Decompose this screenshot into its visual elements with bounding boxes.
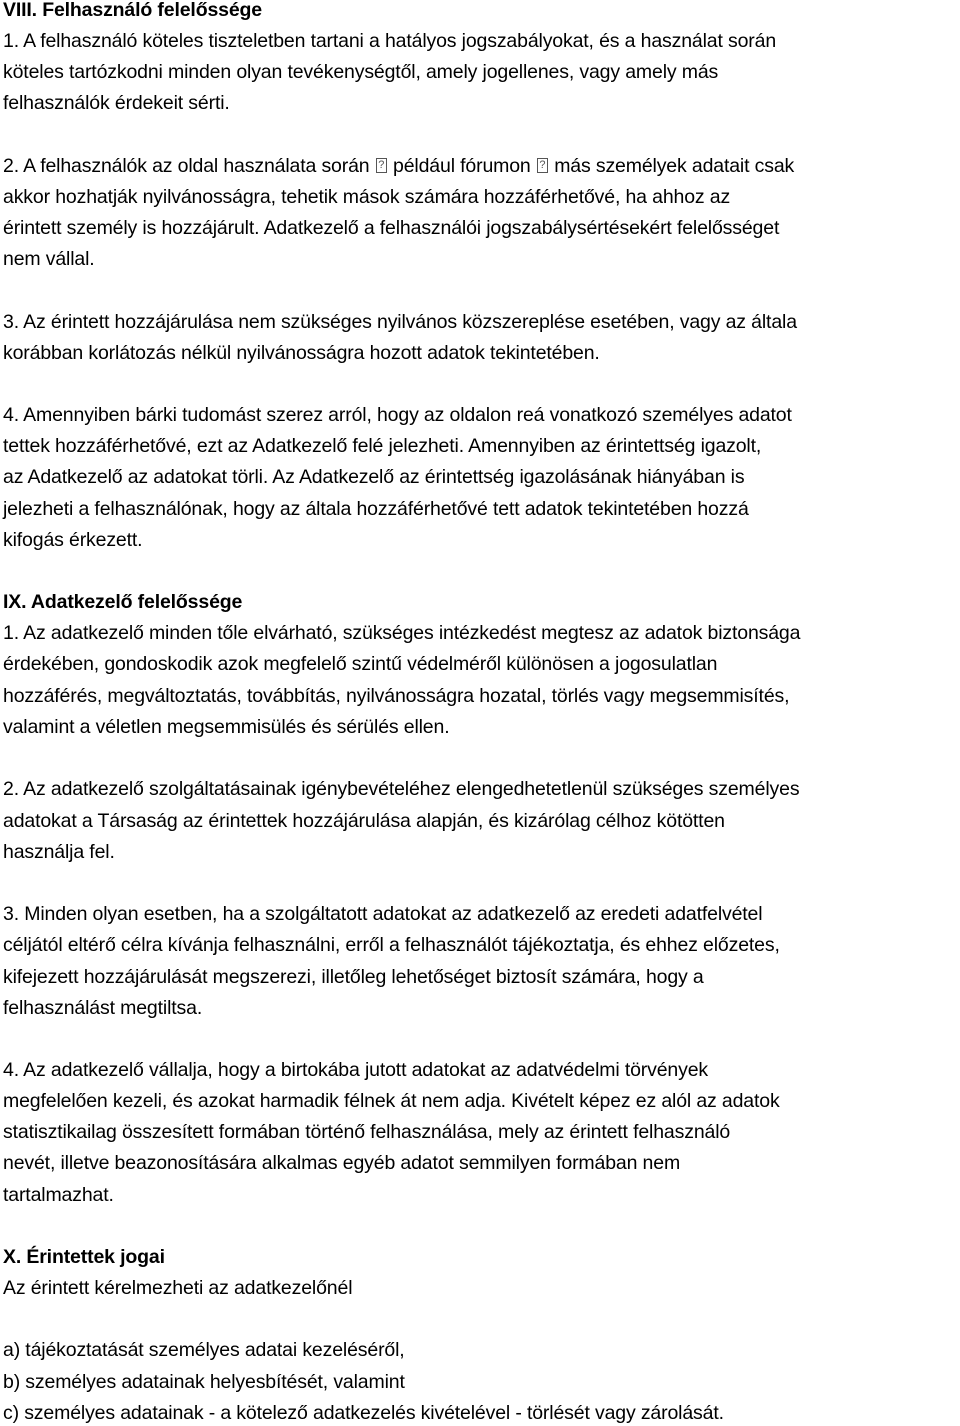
paragraph-line: érintett személy is hozzájárult. Adatkezelő a felhasználói jogszabálysértésekért felelősséget — [3, 217, 780, 239]
paragraph-line: nevét, illetve beazonosítására alkalmas egyéb adatot semmilyen formában nem — [3, 1152, 681, 1174]
paragraph-line: az Adatkezelő az adatokat törli. Az Adatkezelő az érintettség igazolásának hiányában is — [3, 466, 745, 488]
section-heading-viii: VIII. Felhasználó felelőssége — [3, 0, 262, 21]
paragraph-line: korábban korlátozás nélkül nyilvánosságra hozott adatok tekintetében. — [3, 342, 600, 364]
paragraph-line: 1. Az adatkezelő minden tőle elvárható, szükséges intézkedést megtesz az adatok biztonsága — [3, 622, 801, 644]
paragraph-line: 2. Az adatkezelő szolgáltatásainak igénybevételéhez elengedhetetlenül szükséges személyes — [3, 778, 800, 800]
paragraph-line: tartalmazhat. — [3, 1184, 114, 1206]
paragraph-line — [3, 155, 794, 177]
section-heading-ix: IX. Adatkezelő felelőssége — [3, 591, 243, 613]
paragraph-line: jelezheti a felhasználónak, hogy az általa hozzáférhetővé tett adatok tekintetében hozzá — [3, 498, 749, 520]
missing-glyph-icon — [537, 158, 548, 173]
missing-glyph-icon — [376, 158, 387, 173]
paragraph-line: céljától eltérő célra kívánja felhasználni, erről a felhasználót tájékoztatja, és ehhez előzetes, — [3, 934, 780, 956]
paragraph-line: köteles tartózkodni minden olyan tevékenységtől, amely jogellenes, vagy amely más — [3, 61, 719, 83]
paragraph-line: kifogás érkezett. — [3, 529, 143, 551]
paragraph-line: 3. Az érintett hozzájárulása nem szükséges nyilvános közszereplése esetében, vagy az általa — [3, 311, 797, 333]
section-heading-x: X. Érintettek jogai — [3, 1246, 165, 1268]
paragraph-line: kifejezett hozzájárulását megszerezi, illetőleg lehetőséget biztosít számára, hogy a — [3, 966, 704, 988]
paragraph-line: valamint a véletlen megsemmisülés és sérülés ellen. — [3, 716, 450, 738]
text-segment: más személyek adatait csak — [554, 155, 795, 177]
paragraph-line: felhasználást megtiltsa. — [3, 997, 203, 1019]
list-item: a) tájékoztatását személyes adatai kezeléséről, — [3, 1339, 405, 1361]
text-segment: például fórumon — [393, 155, 531, 177]
paragraph-line: 1. A felhasználó köteles tiszteletben tartani a hatályos jogszabályokat, és a használat során — [3, 30, 777, 52]
paragraph-line: használja fel. — [3, 841, 115, 863]
paragraph-line: hozzáférés, megváltoztatás, továbbítás, nyilvánosságra hozatal, törlés vagy megsemmisítés, — [3, 685, 790, 707]
paragraph-line: felhasználók érdekeit sérti. — [3, 92, 230, 114]
paragraph-line: 3. Minden olyan esetben, ha a szolgáltatott adatokat az adatkezelő az eredeti adatfelvétel — [3, 903, 763, 925]
list-item: c) személyes adatainak - a kötelező adatkezelés kivételével - törlését vagy zárolását. — [3, 1402, 724, 1424]
paragraph-line: 4. Az adatkezelő vállalja, hogy a birtokába jutott adatokat az adatvédelmi törvények — [3, 1059, 709, 1081]
paragraph-line: nem vállal. — [3, 248, 95, 270]
list-item: b) személyes adatainak helyesbítését, valamint — [3, 1371, 405, 1393]
paragraph-line: tettek hozzáférhetővé, ezt az Adatkezelő felé jelezheti. Amennyiben az érintettség igazolt, — [3, 435, 762, 457]
section-intro: Az érintett kérelmezheti az adatkezelőnél — [3, 1277, 353, 1299]
text-segment: 2. A felhasználók az oldal használata során — [3, 155, 370, 177]
paragraph-line: akkor hozhatják nyilvánosságra, tehetik mások számára hozzáférhetővé, ha ahhoz az — [3, 186, 731, 208]
paragraph-line: megfelelően kezeli, és azokat harmadik félnek át nem adja. Kivételt képez ez alól az adatok — [3, 1090, 780, 1112]
paragraph-line: 4. Amennyiben bárki tudomást szerez arról, hogy az oldalon reá vonatkozó személyes adatot — [3, 404, 792, 426]
paragraph-line: statisztikailag összesített formában történő felhasználása, mely az érintett felhasználó — [3, 1121, 731, 1143]
paragraph-line: adatokat a Társaság az érintettek hozzájárulása alapján, és kizárólag célhoz kötötten — [3, 810, 725, 832]
paragraph-line: érdekében, gondoskodik azok megfelelő szintű védelméről különösen a jogosulatlan — [3, 653, 718, 675]
